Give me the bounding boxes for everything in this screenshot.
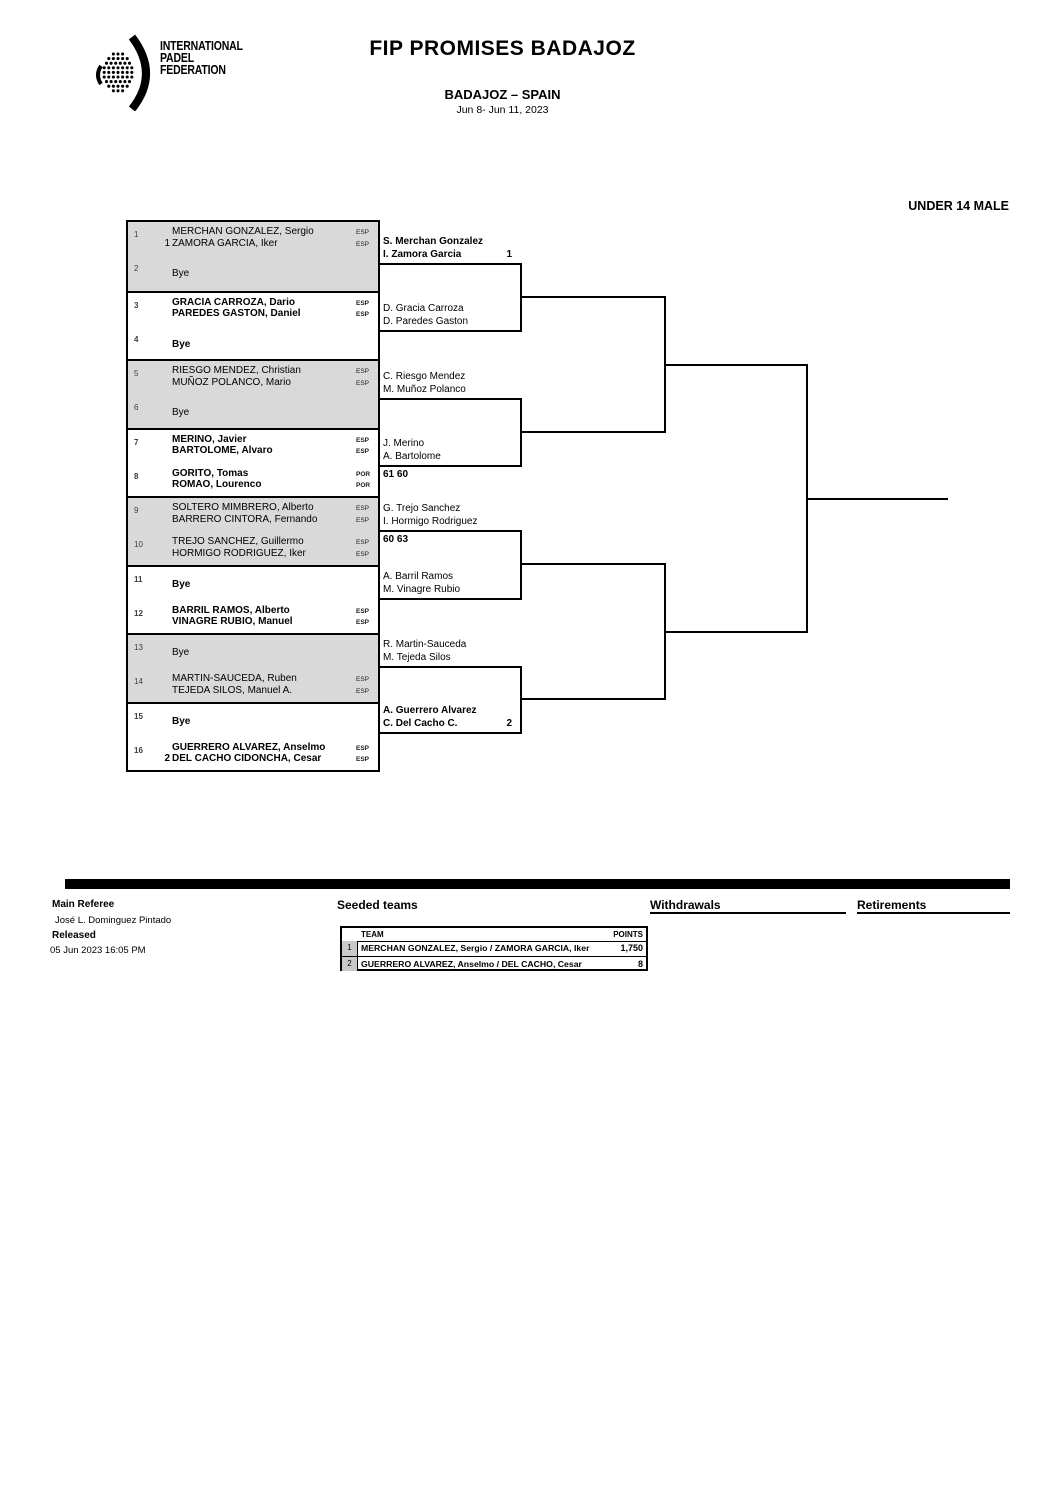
winner-player-2: I. Hormigo Rodriguez [383, 516, 478, 527]
bracket-slot-15 [128, 704, 378, 738]
bracket-slot-7 [128, 430, 378, 464]
country-codes [356, 366, 369, 389]
country-codes [356, 674, 369, 697]
slot-number: 2 [134, 264, 139, 274]
player-2-name: BARTOLOME, Alvaro [172, 445, 273, 457]
round2-winner-2 [383, 302, 518, 328]
country-codes [356, 606, 369, 629]
country-code: ESP [356, 299, 370, 307]
player-1-name: BARRIL RAMOS, Alberto [172, 604, 290, 616]
slot-number: 8 [134, 471, 139, 481]
round2-winner-4 [383, 437, 518, 463]
winner-player-1: A. Guerrero Alvarez [383, 705, 477, 716]
winner-player-2: 2 C. Del Cacho C. [383, 718, 512, 729]
bracket-slot-9 [128, 498, 378, 532]
withdrawals-underline [650, 912, 846, 914]
country-code: ESP [356, 436, 370, 444]
bye-label: Bye [172, 647, 190, 658]
logo-word-1: INTERNATIONAL [160, 39, 243, 53]
logo-word-3: FEDERATION [160, 63, 226, 77]
bracket-slot-11 [128, 567, 378, 601]
bye-label: Bye [172, 268, 190, 280]
match-block-8 [128, 702, 378, 771]
country-code: ESP [356, 539, 370, 547]
event-location: BADAJOZ – SPAIN [444, 87, 561, 102]
country-codes [356, 743, 369, 766]
bye-label: Bye [172, 407, 190, 419]
bye-label: Bye [172, 338, 191, 350]
slot-number: 13 [134, 643, 143, 652]
round2-winner-7 [383, 638, 518, 664]
bracket-slot-4 [128, 327, 378, 361]
team-names [164, 226, 314, 249]
seeded-row-team: GUERRERO ALVAREZ, Anselmo / DEL CACHO, Cesar [361, 958, 582, 969]
withdrawals-heading: Withdrawals [650, 898, 721, 912]
bye-label: Bye [172, 578, 191, 590]
country-codes [356, 298, 369, 321]
bracket-slot-5 [128, 361, 378, 395]
match-score: 61 60 [383, 469, 409, 480]
slot-number: 3 [134, 300, 139, 310]
country-codes [356, 503, 369, 526]
winner-player-1: D. Gracia Carroza [383, 303, 464, 314]
released-label: Released [52, 930, 96, 941]
slot-number: 9 [134, 506, 139, 515]
country-codes [356, 469, 370, 492]
country-code: ESP [356, 368, 370, 375]
bracket-slot-14 [128, 669, 378, 703]
bracket-slot-10 [128, 532, 378, 566]
round2-winner-5 [383, 502, 518, 528]
seeded-row-team: MERCHAN GONZALEZ, Sergio / ZAMORA GARCIA, Iker [361, 943, 590, 953]
winner-player-2: M. Tejeda Silos [383, 652, 451, 663]
player-1-name: SOLTERO MIMBRERO, Alberto [172, 502, 314, 513]
connector-q1 [520, 296, 664, 298]
slot-number: 16 [134, 745, 143, 755]
round2-winner-8 [383, 704, 518, 730]
seeded-team-row-2 [342, 956, 646, 972]
player-2-name: HORMIGO RODRIGUEZ, Iker [172, 547, 306, 559]
player-1-name: GORITO, Tomas [172, 467, 249, 479]
country-code: ESP [356, 516, 370, 524]
country-codes [356, 537, 369, 560]
team-names [172, 468, 261, 491]
main-referee-label: Main Referee [52, 899, 115, 910]
team-names [172, 434, 273, 457]
player-1-name: MERINO, Javier [172, 433, 247, 445]
player-2-name: BARRERO CINTORA, Fernando [172, 513, 318, 525]
round1-table [126, 220, 380, 772]
winner-player-1: A. Barril Ramos [383, 571, 454, 582]
match-block-2 [128, 291, 378, 360]
connector-sf2-out [664, 631, 806, 633]
round2-winner-1 [383, 235, 518, 261]
player-1-name: GRACIA CARROZA, Dario [172, 296, 295, 308]
winner-player-2: A. Bartolome [383, 451, 441, 462]
event-dates: Jun 8- Jun 11, 2023 [456, 104, 549, 116]
country-code: ESP [356, 448, 370, 456]
slot-number: 7 [134, 437, 139, 447]
slot-number: 11 [134, 574, 143, 584]
player-1-name: TREJO SANCHEZ, Guillermo [172, 536, 304, 548]
country-code: ESP [356, 756, 370, 764]
slot-number: 5 [134, 369, 139, 378]
bracket-slot-3 [128, 293, 378, 327]
winner-player-2: M. Vinagre Rubio [383, 584, 461, 595]
seeded-row-number: 1 [342, 941, 358, 956]
slot-number: 14 [134, 677, 143, 687]
winner-seed-number: 1 [506, 249, 512, 260]
country-code: ESP [356, 379, 370, 387]
winner-player-2: D. Paredes Gaston [383, 316, 469, 327]
player-1-name: GUERRERO ALVAREZ, Anselmo 2 [172, 742, 325, 754]
player-2-name: ROMAO, Lourenco [172, 479, 262, 491]
country-code: ESP [356, 311, 370, 319]
player-2-name: TEJEDA SILOS, Manuel A. [172, 684, 293, 696]
player-2-name: MUÑOZ POLANCO, Mario [172, 376, 291, 388]
winner-player-1: C. Riesgo Mendez [383, 371, 466, 382]
seeded-col-points: POINTS [613, 930, 643, 939]
slot-number: 10 [134, 540, 143, 550]
bracket-slot-12 [128, 601, 378, 635]
team-names [172, 536, 306, 559]
seed-number: 1 [164, 237, 170, 249]
seeded-row-points: 1,750 [620, 943, 643, 953]
bracket-slot-6 [128, 395, 378, 429]
player-2-name: PAREDES GASTON, Daniel [172, 308, 301, 320]
country-code: ESP [356, 240, 370, 248]
bracket-slot-16 [128, 738, 378, 772]
winner-player-1: J. Merino [383, 438, 425, 449]
country-code: ESP [356, 505, 370, 512]
match-block-6 [128, 565, 378, 634]
winner-seed-number: 2 [506, 718, 512, 729]
country-code: ESP [356, 744, 370, 752]
slot-number: 12 [134, 608, 143, 618]
bracket-slot-8 [128, 464, 378, 498]
match-block-5 [128, 496, 378, 565]
player-2-name: ZAMORA GARCIA, Iker [172, 237, 278, 249]
logo-word-2: PADEL [160, 51, 194, 65]
bracket-slot-2 [128, 256, 378, 290]
team-names [172, 673, 297, 696]
player-2-name: VINAGRE RUBIO, Manuel [172, 616, 293, 628]
match-block-1 [128, 222, 378, 291]
bracket-slot-13 [128, 635, 378, 669]
round2-winner-6 [383, 570, 518, 596]
footer-separator-bar [65, 879, 1010, 889]
country-code: ESP [356, 687, 370, 695]
country-code: ESP [356, 676, 370, 684]
seeded-teams-table [340, 926, 648, 971]
bracket-slot-1 [128, 222, 378, 256]
winner-player-2: 1 I. Zamora Garcia [383, 249, 512, 260]
winner-player-1: S. Merchan Gonzalez [383, 236, 484, 247]
match-score: 60 63 [383, 534, 409, 545]
team-names [164, 741, 326, 765]
country-code: POR [356, 470, 371, 478]
winner-player-1: G. Trejo Sanchez [383, 503, 461, 514]
released-datetime: 05 Jun 2023 16:05 PM [50, 945, 146, 956]
main-referee-name: José L. Dominguez Pintado [55, 915, 172, 926]
draw-category: UNDER 14 MALE [908, 199, 1009, 213]
slot-number: 15 [134, 711, 143, 721]
team-names [172, 297, 301, 320]
match-block-4 [128, 428, 378, 497]
connector-q3 [520, 563, 664, 565]
seeded-teams-heading: Seeded teams [337, 898, 418, 912]
seeded-team-row-1 [342, 941, 646, 956]
player-1-name: MARTIN-SAUCEDA, Ruben [172, 673, 297, 685]
team-names [172, 365, 301, 388]
page-title: FIP PROMISES BADAJOZ [369, 37, 636, 60]
slot-number: 6 [134, 403, 139, 413]
connector-q2 [520, 431, 664, 433]
team-names [172, 605, 293, 628]
seeded-row-number: 2 [342, 957, 358, 972]
seeded-table-header-row [342, 928, 646, 942]
player-1-name: MERCHAN GONZALEZ, Sergio 1 [172, 226, 314, 238]
country-codes [356, 227, 369, 250]
seed-number: 2 [164, 753, 170, 765]
retirements-heading: Retirements [857, 898, 927, 912]
seeded-row-points: 8 [637, 958, 643, 969]
seeded-col-team: TEAM [361, 930, 384, 939]
connector-q4 [520, 698, 664, 700]
slot-number: 1 [134, 230, 139, 239]
team-names [172, 502, 317, 525]
player-1-name: RIESGO MENDEZ, Christian [172, 365, 301, 376]
winner-player-2: M. Muñoz Polanco [383, 384, 466, 395]
country-codes [356, 435, 369, 458]
match-block-3 [128, 359, 378, 428]
bye-label: Bye [172, 715, 191, 727]
country-code: ESP [356, 619, 370, 627]
retirements-underline [857, 912, 1010, 914]
winner-player-1: R. Martin-Sauceda [383, 639, 467, 650]
round2-winner-3 [383, 370, 518, 396]
country-code: ESP [356, 607, 370, 615]
match-block-7 [128, 633, 378, 702]
connector-final-out [806, 498, 948, 500]
connector-sf1-out [664, 364, 806, 366]
country-code: POR [356, 482, 371, 490]
country-code: ESP [356, 229, 370, 236]
country-code: ESP [356, 550, 370, 558]
slot-number: 4 [134, 334, 139, 344]
player-2-name: DEL CACHO CIDONCHA, Cesar [172, 753, 322, 765]
